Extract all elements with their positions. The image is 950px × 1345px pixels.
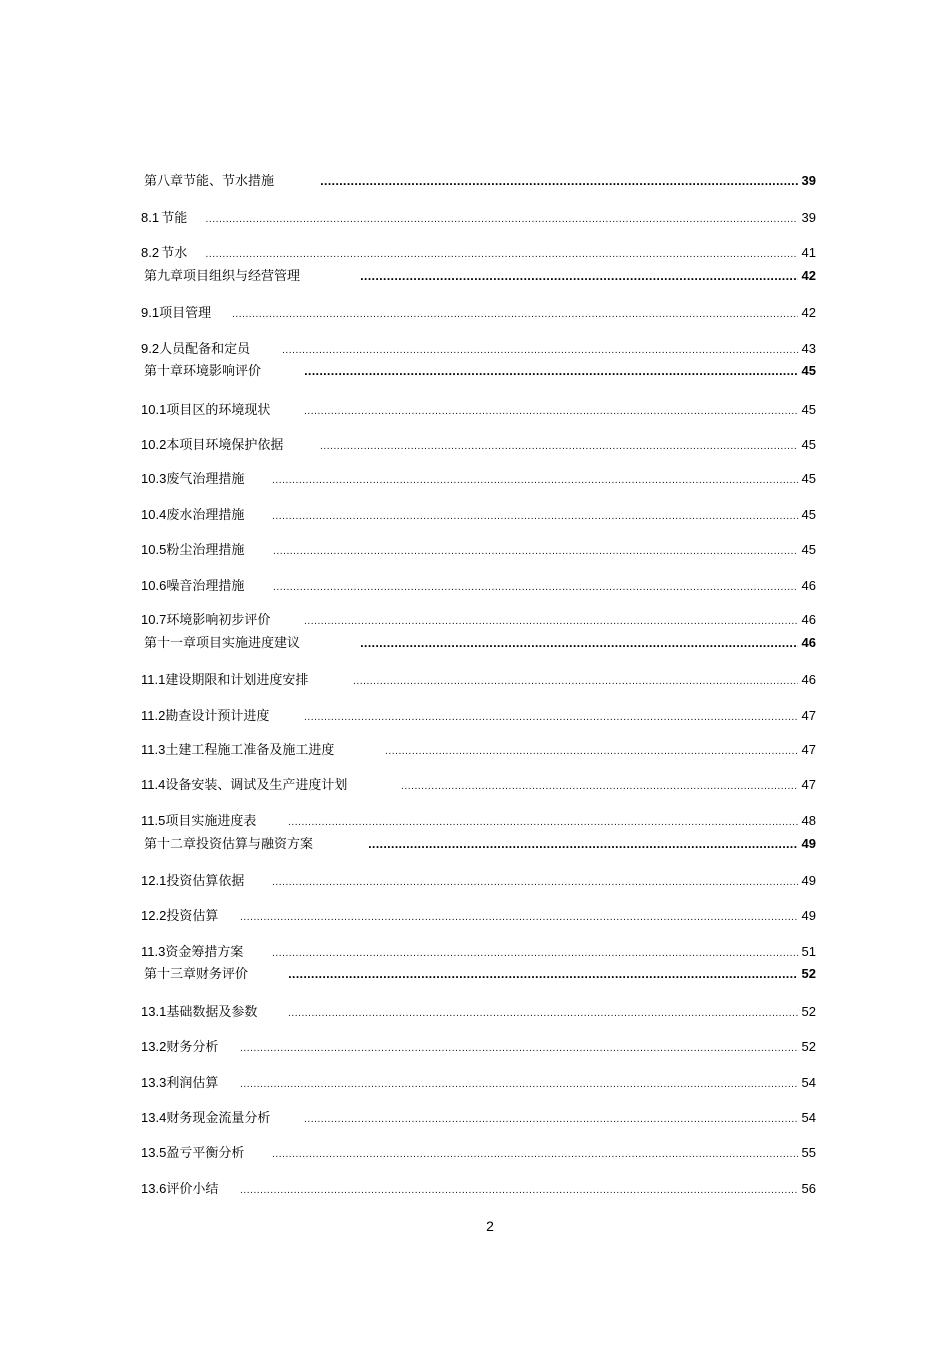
toc-dot-leader xyxy=(304,403,798,421)
toc-entry-title: 评价小结 xyxy=(166,1182,219,1197)
toc-entry-number: 13.2 xyxy=(141,1039,167,1054)
toc-entry-number: 13.5 xyxy=(141,1145,167,1160)
toc-entry-title: 噪音治理措施 xyxy=(166,579,245,594)
toc-entry-title: 设备安装、调试及生产进度计划 xyxy=(165,778,348,793)
toc-entry-number: 10.3 xyxy=(141,471,167,486)
toc-section-entry[interactable] xyxy=(141,872,816,892)
toc-section-entry[interactable] xyxy=(141,244,816,264)
toc-entry-number: 10.5 xyxy=(141,542,167,557)
toc-entry-page: 49 xyxy=(801,836,816,851)
toc-entry-page: 52 xyxy=(801,1039,816,1054)
toc-section-entry[interactable] xyxy=(141,1003,816,1023)
toc-section-entry[interactable] xyxy=(141,1074,816,1094)
toc-entry-number: 10.7 xyxy=(141,612,167,627)
toc-entry-title: 废水治理措施 xyxy=(166,508,245,523)
toc-entry-page: 39 xyxy=(801,210,816,225)
toc-entry-page: 45 xyxy=(801,363,816,378)
toc-dot-leader xyxy=(206,246,798,264)
toc-section-entry[interactable] xyxy=(141,611,816,631)
toc-section-entry[interactable] xyxy=(141,304,816,324)
toc-entry-page: 51 xyxy=(801,944,816,959)
toc-entry-number: 11.2 xyxy=(141,708,166,723)
toc-entry-title: 人员配备和定员 xyxy=(159,342,251,357)
toc-entry-page: 47 xyxy=(801,708,816,723)
toc-entry-title: 节能 xyxy=(161,211,188,226)
toc-section-entry[interactable] xyxy=(141,671,816,691)
toc-entry-number: 11.1 xyxy=(141,672,166,687)
toc-entry-page: 47 xyxy=(801,777,816,792)
toc-section-entry[interactable] xyxy=(141,1038,816,1058)
toc-entry-number: 12.1 xyxy=(141,873,167,888)
toc-dot-leader xyxy=(240,1040,798,1058)
toc-chapter-entry[interactable] xyxy=(144,835,816,855)
toc-dot-leader xyxy=(304,1111,798,1129)
toc-entry-title: 财务现金流量分析 xyxy=(166,1111,271,1126)
toc-section-entry[interactable] xyxy=(141,776,816,796)
toc-entry-number: 10.6 xyxy=(141,578,167,593)
toc-dot-leader xyxy=(320,438,798,456)
toc-dot-leader xyxy=(273,543,798,561)
toc-entry-page: 49 xyxy=(801,873,816,888)
toc-entry-number: 10.2 xyxy=(141,437,167,452)
toc-entry-number: 13.1 xyxy=(141,1004,167,1019)
toc-dot-leader xyxy=(273,579,798,597)
toc-entry-title: 利润估算 xyxy=(166,1076,219,1091)
toc-entry-page: 48 xyxy=(801,813,816,828)
toc-entry-title: 财务评价 xyxy=(196,967,249,982)
toc-entry-title: 投资估算 xyxy=(166,909,219,924)
toc-dot-leader xyxy=(206,211,798,229)
toc-entry-number: 第十章 xyxy=(144,363,184,378)
toc-entry-page: 41 xyxy=(801,245,816,260)
toc-entry-page: 45 xyxy=(801,542,816,557)
toc-entry-number: 13.4 xyxy=(141,1110,167,1125)
toc-dot-leader xyxy=(272,472,798,490)
toc-dot-leader xyxy=(304,364,798,382)
toc-entry-number: 11.3 xyxy=(141,742,166,757)
toc-chapter-entry[interactable] xyxy=(144,267,816,287)
toc-entry-page: 42 xyxy=(801,268,816,283)
toc-entry-number: 8.2 xyxy=(141,245,160,260)
toc-entry-title: 项目实施进度表 xyxy=(165,814,257,829)
toc-section-entry[interactable] xyxy=(141,741,816,761)
toc-dot-leader xyxy=(368,837,798,855)
toc-entry-title: 粉尘治理措施 xyxy=(166,543,245,558)
toc-entry-page: 52 xyxy=(801,1004,816,1019)
toc-entry-title: 节能、节水措施 xyxy=(183,174,275,189)
toc-entry-title: 环境影响评价 xyxy=(183,364,262,379)
toc-dot-leader xyxy=(282,342,798,360)
toc-entry-title: 项目管理 xyxy=(159,306,212,321)
toc-entry-title: 土建工程施工准备及施工进度 xyxy=(165,743,335,758)
toc-section-entry[interactable] xyxy=(141,209,816,229)
toc-dot-leader xyxy=(240,1182,798,1200)
toc-section-entry[interactable] xyxy=(141,812,816,832)
toc-entry-number: 13.3 xyxy=(141,1075,167,1090)
toc-dot-leader xyxy=(240,909,798,927)
toc-entry-page: 46 xyxy=(801,578,816,593)
toc-entry-page: 45 xyxy=(801,471,816,486)
toc-entry-page: 46 xyxy=(801,612,816,627)
toc-section-entry[interactable] xyxy=(141,943,816,963)
toc-dot-leader xyxy=(272,874,798,892)
toc-dot-leader xyxy=(272,945,798,963)
toc-section-entry[interactable] xyxy=(141,707,816,727)
toc-entry-number: 8.1 xyxy=(141,210,160,225)
toc-entry-page: 42 xyxy=(801,305,816,320)
toc-entry-number: 11.5 xyxy=(141,813,166,828)
toc-entry-page: 46 xyxy=(801,672,816,687)
toc-entry-number: 10.4 xyxy=(141,507,167,522)
toc-entry-number: 12.2 xyxy=(141,908,167,923)
toc-entry-title: 资金筹措方案 xyxy=(165,945,244,960)
toc-entry-number: 13.6 xyxy=(141,1181,167,1196)
toc-entry-page: 54 xyxy=(801,1075,816,1090)
toc-entry-page: 55 xyxy=(801,1145,816,1160)
toc-dot-leader xyxy=(272,1146,798,1164)
toc-dot-leader xyxy=(385,743,798,761)
toc-section-entry[interactable] xyxy=(141,340,816,360)
toc-entry-page: 39 xyxy=(801,173,816,188)
toc-dot-leader xyxy=(288,1005,798,1023)
toc-entry-number: 第九章 xyxy=(144,268,184,283)
toc-entry-number: 10.1 xyxy=(141,402,167,417)
toc-entry-number: 第十二章 xyxy=(144,836,197,851)
toc-entry-title: 项目区的环境现状 xyxy=(166,403,271,418)
toc-entry-title: 勘查设计预计进度 xyxy=(165,709,270,724)
toc-chapter-entry[interactable] xyxy=(144,172,816,192)
toc-dot-leader xyxy=(304,613,798,631)
toc-entry-page: 45 xyxy=(801,402,816,417)
toc-entry-page: 46 xyxy=(801,635,816,650)
toc-dot-leader xyxy=(360,269,798,287)
toc-entry-number: 9.2 xyxy=(141,341,160,356)
toc-entry-page: 54 xyxy=(801,1110,816,1125)
toc-dot-leader xyxy=(320,174,798,192)
toc-chapter-entry[interactable] xyxy=(144,634,816,654)
toc-entry-title: 废气治理措施 xyxy=(166,472,245,487)
toc-entry-number: 9.1 xyxy=(141,305,160,320)
toc-entry-page: 45 xyxy=(801,437,816,452)
toc-section-entry[interactable] xyxy=(141,1144,816,1164)
toc-chapter-entry[interactable] xyxy=(144,965,816,985)
toc-entry-title: 财务分析 xyxy=(166,1040,219,1055)
toc-dot-leader xyxy=(240,1076,798,1094)
toc-entry-number: 第十三章 xyxy=(144,966,197,981)
toc-entry-title: 投资估算与融资方案 xyxy=(196,837,314,852)
toc-chapter-entry[interactable] xyxy=(144,362,816,382)
toc-section-entry[interactable] xyxy=(141,907,816,927)
toc-section-entry[interactable] xyxy=(141,470,816,490)
toc-dot-leader xyxy=(288,967,798,985)
toc-entry-page: 45 xyxy=(801,507,816,522)
page-number: 2 xyxy=(486,1218,494,1234)
toc-entry-title: 基础数据及参数 xyxy=(166,1005,258,1020)
toc-section-entry[interactable] xyxy=(141,436,816,456)
toc-section-entry[interactable] xyxy=(141,1180,816,1200)
toc-entry-page: 43 xyxy=(801,341,816,356)
toc-section-entry[interactable] xyxy=(141,577,816,597)
toc-section-entry[interactable] xyxy=(141,1109,816,1129)
toc-entry-number: 11.3 xyxy=(141,944,166,959)
toc-entry-page: 52 xyxy=(801,966,816,981)
toc-section-entry[interactable] xyxy=(141,506,816,526)
toc-entry-title: 建设期限和计划进度安排 xyxy=(165,673,309,688)
toc-dot-leader xyxy=(288,814,798,832)
toc-entry-number: 第十一章 xyxy=(144,635,197,650)
toc-dot-leader xyxy=(353,673,798,691)
toc-entry-number: 11.4 xyxy=(141,777,166,792)
toc-dot-leader xyxy=(360,636,798,654)
toc-section-entry[interactable] xyxy=(141,401,816,421)
toc-entry-title: 环境影响初步评价 xyxy=(166,613,271,628)
toc-dot-leader xyxy=(304,709,798,727)
toc-dot-leader xyxy=(401,778,798,796)
toc-entry-title: 项目组织与经营管理 xyxy=(183,269,301,284)
toc-entry-title: 投资估算依据 xyxy=(166,874,245,889)
toc-entry-title: 本项目环境保护依据 xyxy=(166,438,284,453)
toc-dot-leader xyxy=(232,306,798,324)
toc-entry-title: 项目实施进度建议 xyxy=(196,636,301,651)
toc-section-entry[interactable] xyxy=(141,541,816,561)
toc-entry-page: 47 xyxy=(801,742,816,757)
toc-entry-title: 节水 xyxy=(161,246,188,261)
toc-entry-page: 56 xyxy=(801,1181,816,1196)
toc-entry-page: 49 xyxy=(801,908,816,923)
toc-dot-leader xyxy=(272,508,798,526)
toc-entry-title: 盈亏平衡分析 xyxy=(166,1146,245,1161)
toc-entry-number: 第八章 xyxy=(144,173,184,188)
